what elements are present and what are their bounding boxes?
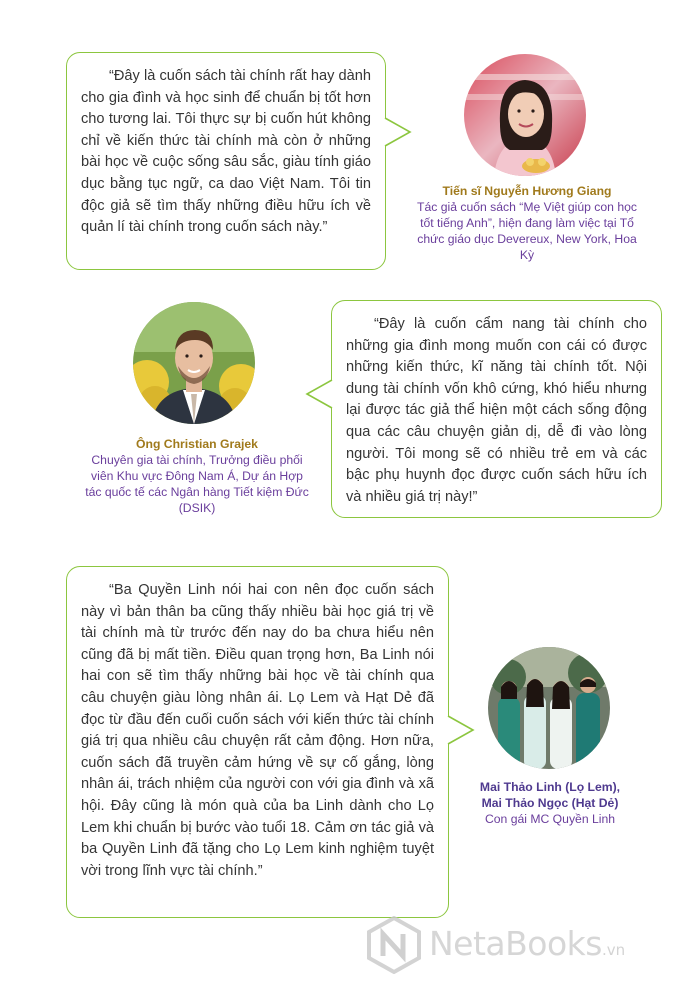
testimonial-quote-1	[66, 52, 386, 270]
person-role-2: Chuyên gia tài chính, Trưởng điều phối viên Khu vực Đông Nam Á, Dự án Hợp tác quốc tế các Ngân hàng Tiết kiệm Đức (DSIK)	[85, 453, 309, 515]
caption-2	[84, 436, 310, 516]
person-name-3b: Mai Thảo Ngọc (Hạt Dẻ)	[481, 796, 619, 810]
person-name-1: Tiến sĩ Nguyễn Hương Giang	[442, 184, 612, 198]
watermark-brand: NetaBooks	[429, 924, 602, 963]
bubble-tail-3	[447, 716, 477, 750]
bubble-tail-1	[384, 118, 414, 152]
person-name-2: Ông Christian Grajek	[136, 437, 258, 451]
testimonial-quote-2	[331, 300, 662, 518]
person-role-1: Tác giả cuốn sách “Mẹ Việt giúp con học tốt tiếng Anh”, hiện đang làm việc tại Tổ chức giáo dục Devereux, New York, Hoa Kỳ	[417, 200, 637, 262]
netabooks-watermark	[365, 912, 685, 978]
avatar-nguyen-huong-giang	[464, 54, 586, 176]
watermark-suffix: .vn	[601, 941, 626, 959]
avatar-mai-thao-linh-ngoc	[488, 647, 610, 769]
person-name-3a: Mai Thảo Linh (Lọ Lem),	[479, 780, 621, 794]
quote-text-1: “Đây là cuốn sách tài chính rất hay dành cho gia đình và học sinh để chuẩn bị tốt hơn cho tương lai. Tôi thực sự bị cuốn hút không chỉ về kiến thức tài chính mà còn ở những bài học về cuộc sống sâu sắc, giàu tính giáo dục bằng tục ngữ, ca dao Việt Nam. Tôi tin độc giả sẽ tìm thấy những điều hữu ích về quản lí tài chính trong cuốn sách này.”	[81, 68, 371, 236]
testimonial-quote-3	[66, 566, 449, 918]
caption-1	[414, 183, 640, 263]
avatar-christian-grajek	[133, 302, 255, 424]
watermark-text	[429, 924, 625, 970]
person-role-3: Con gái MC Quyền Linh	[484, 812, 616, 826]
quote-text-2: “Đây là cuốn cẩm nang tài chính cho những gia đình mong muốn con cái có được những kiến thức, kĩ năng tài chính tốt. Nội dung tài chính vốn khô cứng, khó hiểu nhưng lại được tác giả thể hiện một cách sống động qua các câu chuyện giản dị, dễ đi vào lòng người. Tôi mong sẽ có nhiều trẻ em và các bậc phụ huynh đọc được cuốn sách hữu ích và nhiều giá trị này!”	[346, 316, 647, 505]
caption-3	[452, 779, 648, 827]
bubble-tail-2	[305, 380, 335, 414]
quote-text-3: “Ba Quyền Linh nói hai con nên đọc cuốn sách này vì bản thân ba cũng thấy nhiều bài học giá trị về tài chính mà từ trước đến nay do ba chưa hiểu nên cũng đã bị mất tiền. Điều quan trọng hơn, Ba Linh nói hai con sẽ tìm thấy những bài học về tài chính qua câu chuyện giàu lòng nhân ái. Lọ Lem và Hạt Dẻ đã đọc từ đầu đến cuối cuốn sách với kiến thức tài chính giá trị qua nhiều câu chuyện rất cảm động. Hơn nữa, cuốn sách đã truyền cảm hứng về sự cố gắng, lòng nhân ái, trách nhiệm của người con với gia đình và xã hội. Đây cũng là món quà của ba Linh dành cho Lọ Lem khi chuẩn bị bước vào tuổi 18. Cảm ơn tác giả và ba Quyền Linh đã tặng cho Lọ Lem kinh nghiệm tuyệt vời trong lĩnh vực tài chính.”	[81, 582, 434, 879]
netabooks-logo-icon	[365, 916, 423, 974]
